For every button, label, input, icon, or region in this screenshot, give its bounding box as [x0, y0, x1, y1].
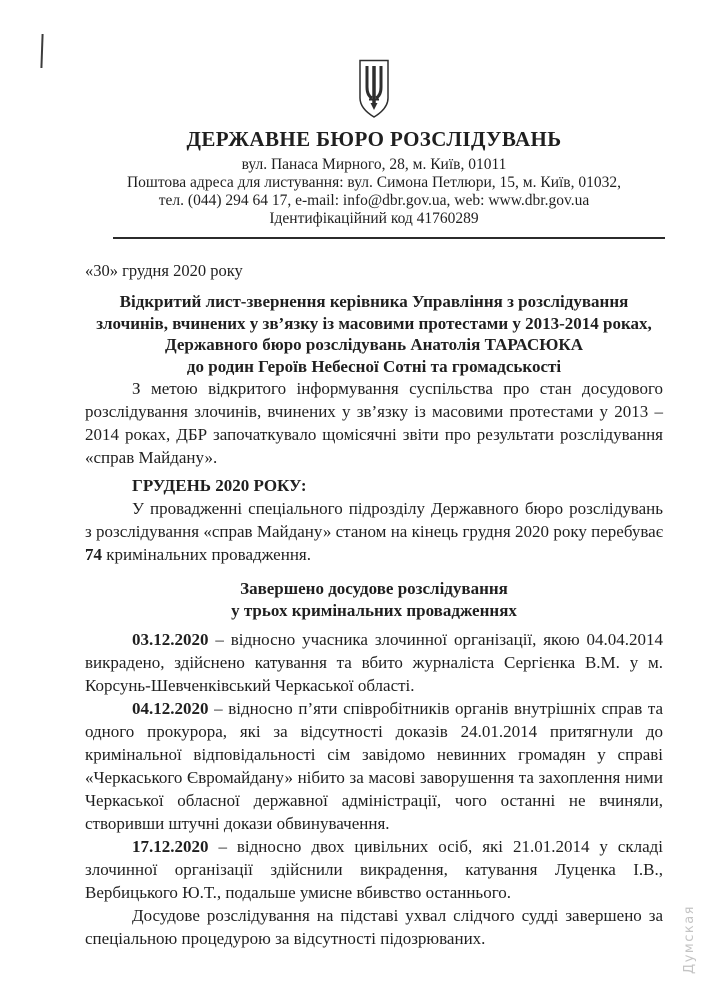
case-item — [85, 835, 663, 904]
header-divider — [113, 237, 665, 239]
section-heading — [85, 578, 663, 622]
address-line-contacts: тел. (044) 294 64 17, e-mail: info@dbr.gov.ua, web: www.dbr.gov.ua — [158, 192, 590, 209]
document-page — [85, 0, 663, 950]
case-text: – відносно п’яти співробітників органів внутрішніх справ та одного прокурора, які за відсутності доказів 24.01.2014 притягнули до кримінальної відповідальності сім завідомо невинних громадян у справі «Черкаського Євромайдану» нібито за масові заворушення та захоплення ними Черкаської обласної державної адміністрації, чого останні не вчиняли, створивши штучні докази обвинувачення. — [85, 699, 664, 833]
document-title — [85, 291, 663, 377]
title-line: Державного бюро розслідувань Анатолія ТАРАСЮКА — [164, 335, 584, 354]
stats-paragraph — [85, 497, 663, 566]
title-line: до родин Героїв Небесної Сотні та громадськості — [186, 356, 562, 376]
document-date: «30» грудня 2020 року — [85, 261, 243, 280]
case-date: 17.12.2020 — [132, 837, 209, 856]
case-text: – відносно двох цивільних осіб, які 21.01.2014 у складі злочинної організації здійснили викрадення, катування Луценка І.В., Вербицького Ю.Т., подальше умисне вбивство останнього. — [85, 837, 664, 902]
org-name: ДЕРЖАВНЕ БЮРО РОЗСЛІДУВАНЬ — [186, 127, 562, 151]
case-date: 04.12.2020 — [132, 699, 209, 718]
intro-paragraph: З метою відкритого інформування суспільства про стан досудового розслідування злочинів, вчинених у зв’язку із масовими протестами у 2013 – 2014 роках, ДБР започаткувало щомісячні звіти про результати розслідування «справ Майдану». — [85, 379, 663, 467]
case-date: 03.12.2020 — [132, 630, 209, 649]
stats-text-after: кримінальних провадження. — [106, 545, 311, 564]
address-line: Поштова адреса для листування: вул. Симона Петлюри, 15, м. Київ, 01032, — [126, 174, 622, 191]
site-watermark: Думская — [682, 905, 697, 974]
case-list — [85, 628, 663, 904]
scan-artifact-mark — [40, 34, 43, 68]
section-heading-line: Завершено досудове розслідування — [240, 579, 508, 598]
address-line-id-code: Ідентифікаційний код 41760289 — [269, 210, 479, 227]
case-item — [85, 697, 663, 835]
ukraine-trident-emblem-icon — [356, 58, 392, 121]
closing-paragraph: Досудове розслідування на підставі ухвал слідчого судді завершено за спеціальною процедурою за відсутності підозрюваних. — [85, 906, 663, 948]
case-item — [85, 628, 663, 697]
stats-text-before: У провадженні спеціального підрозділу Державного бюро розслідувань з розслідування «справ Майдану» станом на кінець грудня 2020 року перебуває — [85, 499, 663, 541]
title-line: Відкритий лист-звернення керівника Управління з розслідування — [119, 292, 629, 311]
address-line: вул. Панаса Мирного, 28, м. Київ, 01011 — [241, 156, 507, 173]
case-count: 74 — [85, 545, 102, 564]
case-text: – відносно учасника злочинної організації, якою 04.04.2014 викрадено, здійснено катування та вбито журналіста Сергієнка В.М. у м. Корсунь-Шевченківський Черкаської області. — [85, 630, 663, 695]
org-address-block — [85, 156, 663, 228]
section-heading-line: у трьох кримінальних провадженнях — [231, 601, 517, 620]
month-heading: ГРУДЕНЬ 2020 РОКУ: — [132, 476, 307, 495]
title-line: злочинів, вчинених у зв’язку із масовими протестами у 2013-2014 роках, — [96, 313, 652, 333]
